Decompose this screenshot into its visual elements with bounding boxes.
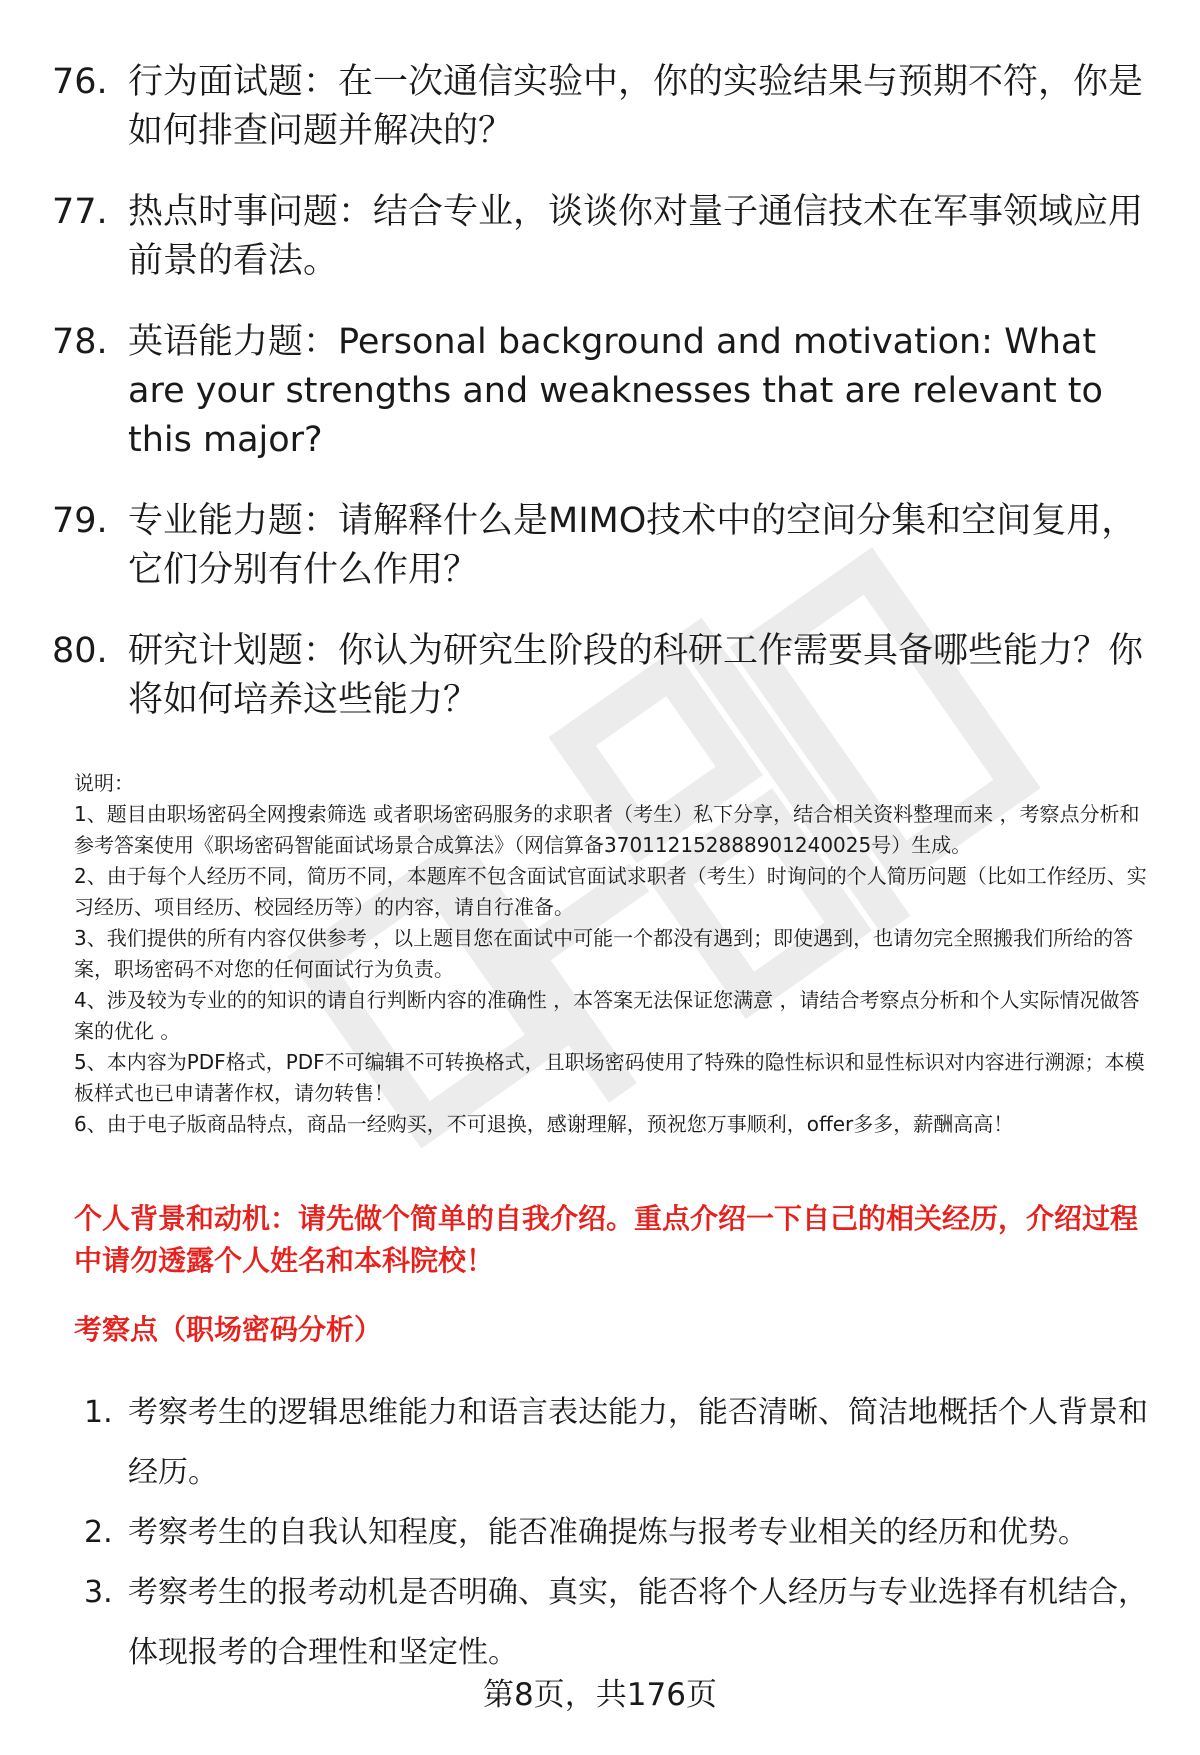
question-number: 79.: [52, 501, 108, 541]
point-number: 2.: [84, 1515, 113, 1550]
question-list: [52, 58, 1152, 757]
page-footer: 第8页，共176页: [483, 1677, 717, 1713]
question-text: 行为面试题：在一次通信实验中，你的实验结果与预期不符，你是如何排查问题并解决的？: [128, 62, 1144, 151]
point-number: 3.: [84, 1575, 113, 1610]
note-item: 1、题目由职场密码全网搜索筛选 或者职场密码服务的求职者（考生）私下分享，结合相关资料整理而来 ，考察点分析和参考答案使用《职场密码智能面试场景合成算法》（网信算备370112152888901240025号）生成。: [74, 802, 1140, 857]
point-text: 考察考生的逻辑思维能力和语言表达能力，能否清晰、简洁地概括个人背景和经历。: [128, 1395, 1148, 1490]
question-item: [52, 188, 1152, 286]
question-number: 76.: [52, 62, 108, 102]
note-item: 3、我们提供的所有内容仅供参考 ，以上题目您在面试中可能一个都没有遇到；即使遇到，也请勿完全照搬我们所给的答案，职场密码不对您的任何面试行为负责。: [74, 926, 1134, 981]
question-item: [52, 497, 1152, 595]
note-item: 2、由于每个人经历不同，简历不同，本题库不包含面试官面试求职者（考生）时询问的个人简历问题（比如工作经历、实习经历、项目经历、校园经历等）的内容，请自行准备。: [74, 864, 1147, 919]
note-item: 6、由于电子版商品特点，商品一经购买，不可退换，感谢理解，预祝您万事顺利，offer多多，薪酬高高！: [74, 1112, 1014, 1136]
question-item: [52, 318, 1152, 465]
note-item: 5、本内容为PDF格式，PDF不可编辑不可转换格式，且职场密码使用了特殊的隐性标识和显性标识对内容进行溯源；本模板样式也已申请著作权，请勿转售！: [74, 1050, 1145, 1105]
question-number: 77.: [52, 192, 108, 232]
analysis-point-list: [84, 1383, 1154, 1683]
question-item: [52, 627, 1152, 725]
question-text: 研究计划题：你认为研究生阶段的科研工作需要具备哪些能力？你将如何培养这些能力？: [128, 631, 1144, 720]
analysis-point: [84, 1563, 1154, 1683]
note-item: 4、涉及较为专业的的知识的请自行判断内容的准确性 ，本答案无法保证您满意 ，请结合考察点分析和个人实际情况做答案的优化 。: [74, 988, 1140, 1043]
point-text: 考察考生的报考动机是否明确、真实，能否将个人经历与专业选择有机结合，体现报考的合理性和坚定性。: [128, 1575, 1148, 1670]
question-text: 英语能力题：Personal background and motivation: What are your strengths and weaknesses that are relevant to this major?: [128, 322, 1103, 460]
question-text: 专业能力题：请解释什么是MIMO技术中的空间分集和空间复用，它们分别有什么作用？: [128, 501, 1137, 590]
notes-title: 说明：: [74, 771, 134, 795]
analysis-point: [84, 1383, 1154, 1503]
analysis-heading: 考察点（职场密码分析）: [74, 1313, 383, 1346]
section-heading: 个人背景和动机：请先做个简单的自我介绍。重点介绍一下自己的相关经历，介绍过程中请勿透露个人姓名和本科院校！: [74, 1202, 1139, 1277]
question-text: 热点时事问题：结合专业，谈谈你对量子通信技术在军事领域应用前景的看法。: [128, 192, 1144, 281]
question-number: 80.: [52, 631, 108, 671]
point-text: 考察考生的自我认知程度，能否准确提炼与报考专业相关的经历和优势。: [128, 1515, 1088, 1550]
disclaimer-notes: [74, 768, 1154, 1140]
question-number: 78.: [52, 322, 108, 362]
analysis-point: [84, 1503, 1154, 1563]
point-number: 1.: [84, 1395, 113, 1430]
question-item: [52, 58, 1152, 156]
